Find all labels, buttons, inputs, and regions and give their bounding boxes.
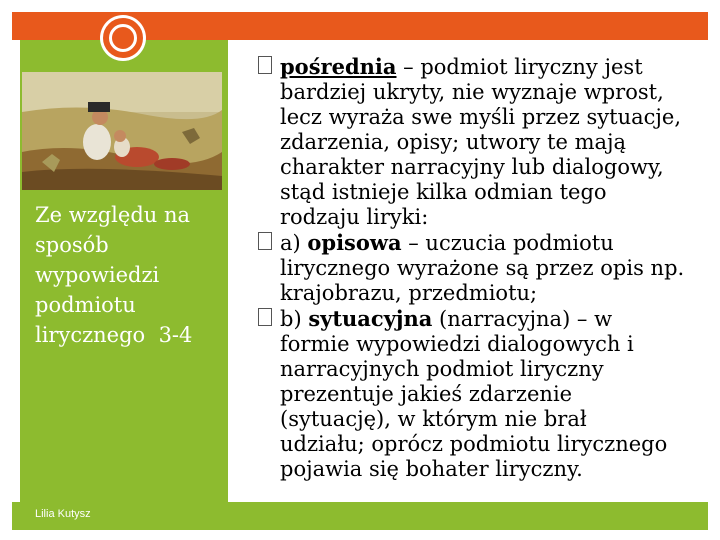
paragraph-posrednia xyxy=(255,54,705,230)
sidebar-line: podmiotu xyxy=(35,293,136,317)
text-line: (sytuację), w którym nie brał xyxy=(280,407,587,431)
sidebar-text xyxy=(35,200,220,350)
term-posrednia: pośrednia xyxy=(280,54,397,79)
bullet-icon xyxy=(258,308,272,326)
sidebar-line: wypowiedzi xyxy=(35,263,160,287)
bullet-icon xyxy=(258,56,272,74)
text-line: lecz wyraża swe myśli przez sytuacje, xyxy=(280,105,682,129)
sidebar-line-with-number xyxy=(35,320,220,350)
main-content xyxy=(255,54,705,482)
text-line: zdarzenia, opisy; utwory te mają xyxy=(280,130,627,154)
paragraph-first-line xyxy=(280,54,705,80)
paragraph-opisowa xyxy=(255,230,705,306)
term-opisowa: opisowa xyxy=(307,230,402,255)
text-line: krajobrazu, przedmiotu; xyxy=(280,281,538,305)
paragraph-lines xyxy=(280,332,705,482)
text-line: stąd istnieje kilka odmian tego xyxy=(280,180,607,204)
paragraph-lines xyxy=(280,80,705,230)
text-line: pojawia się bohater liryczny. xyxy=(280,457,583,481)
sidebar-line: Ze względu na xyxy=(35,203,191,227)
paragraph-lines xyxy=(280,256,705,306)
text-line: lirycznego wyrażone są przez opis np. xyxy=(280,256,685,280)
term-description: – uczucia podmiotu xyxy=(401,231,614,255)
term-description: – podmiot liryczny jest xyxy=(396,55,643,79)
text-line: udziału; oprócz podmiotu lirycznego xyxy=(280,432,668,456)
text-line: narracyjnych podmiot liryczny xyxy=(280,357,604,381)
paragraph-first-line xyxy=(280,306,705,332)
sidebar-line: sposób xyxy=(35,233,109,257)
footer-bar xyxy=(12,502,708,530)
paragraph-sytuacyjna xyxy=(255,306,705,482)
item-prefix: b) xyxy=(280,307,309,331)
text-line: bardziej ukryty, nie wyznaje wprost, xyxy=(280,80,664,104)
sidebar-line: lirycznego xyxy=(35,323,146,347)
paragraph-first-line xyxy=(280,230,705,256)
term-description: (narracyjna) – w xyxy=(432,307,613,331)
slide-number: 3-4 xyxy=(158,323,193,347)
text-line: rodzaju liryki: xyxy=(280,205,429,229)
ring-ornament-icon xyxy=(103,18,143,58)
item-prefix: a) xyxy=(280,231,308,255)
text-line: prezentuje jakieś zdarzenie xyxy=(280,382,573,406)
text-line: formie wypowiedzi dialogowych i xyxy=(280,332,634,356)
bullet-icon xyxy=(258,232,272,250)
author-name: Lilia Kutysz xyxy=(35,508,91,520)
painting-image xyxy=(22,72,222,190)
text-line: charakter narracyjny lub dialogowy, xyxy=(280,155,664,179)
term-sytuacyjna: sytuacyjna xyxy=(308,306,433,331)
